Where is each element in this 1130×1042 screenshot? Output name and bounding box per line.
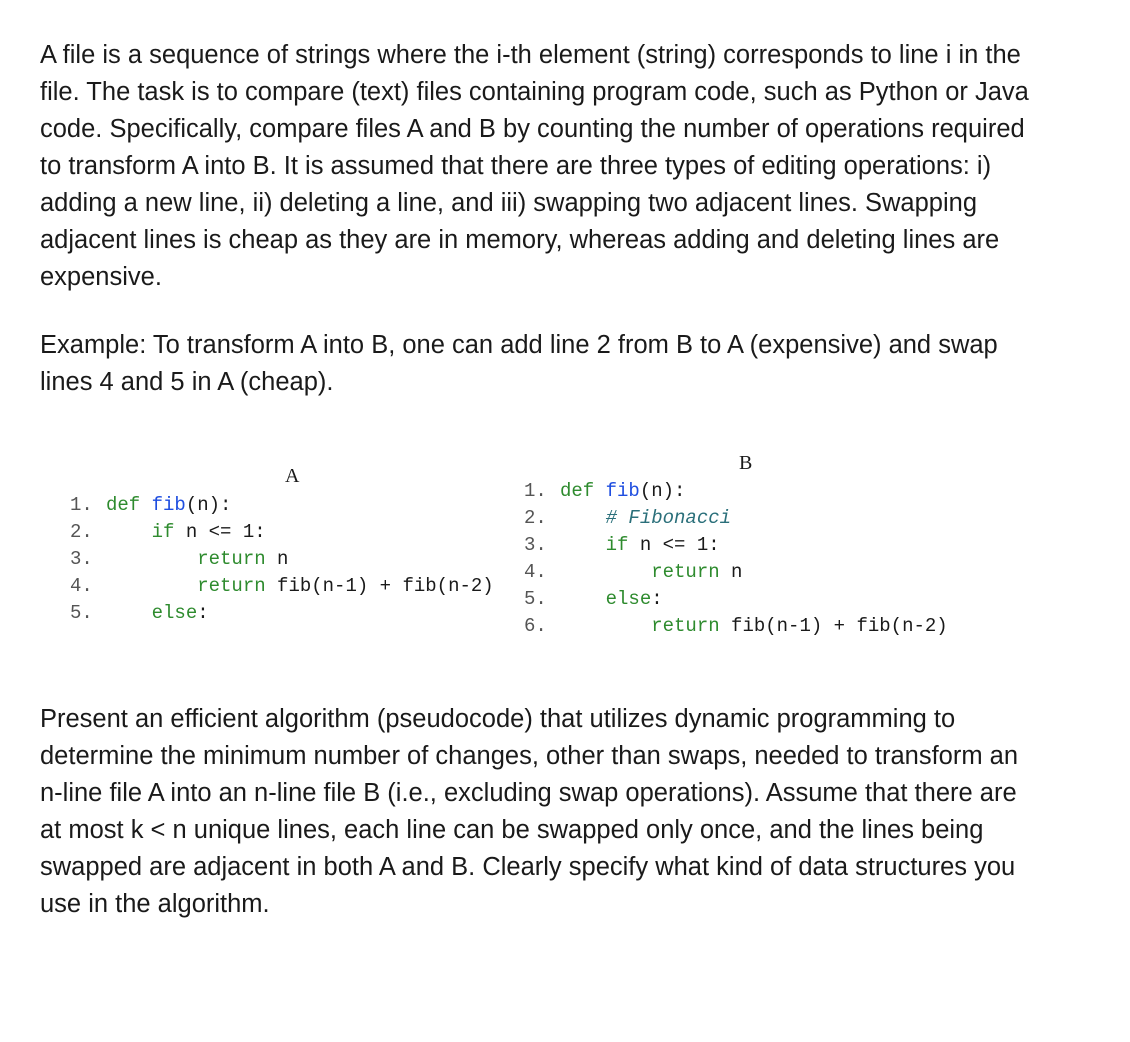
line-number: 2. [70,521,93,543]
file-a-code-block [70,492,494,627]
indent [106,602,152,624]
code-text: fib(n-1) + fib(n-2) [719,615,948,637]
keyword: else [151,602,198,624]
code-line [70,573,494,600]
code-line [70,546,494,573]
code-text: n <= 1: [628,534,720,556]
line-number: 4. [524,561,547,583]
indent [560,534,606,556]
code-text: fib(n-1) + fib(n-2) [265,575,494,597]
line-number: 1. [524,480,547,502]
code-text: (n): [185,494,232,516]
indent [106,575,197,597]
function-name: fib [140,494,186,516]
code-text: n <= 1: [174,521,266,543]
code-line [524,613,948,640]
keyword: return [197,575,266,597]
indent [106,521,152,543]
indent [560,561,651,583]
keyword: if [151,521,175,543]
code-text: n [265,548,289,570]
code-line [70,519,494,546]
line-number: 5. [70,602,93,624]
line-number: 2. [524,507,547,529]
line-number: 5. [524,588,547,610]
indent [560,588,606,610]
line-number: 3. [70,548,93,570]
code-line [524,559,948,586]
file-b-code-block [524,478,948,640]
code-line [70,492,494,519]
code-line [524,505,948,532]
keyword: else [605,588,652,610]
code-line [524,532,948,559]
task-paragraph: Present an efficient algorithm (pseudocode) that utilizes dynamic programming to determine the minimum number of changes, other than swaps, needed to transform an n-line file A into an n-line file B (i.e., excluding swap operations). Assume that there are at most k < n unique lines, each line can be swapped only once, and the lines being swapped are adjacent in both A and B. Clearly specify what kind of data structures you use in the algorithm. [40,705,1019,918]
line-number: 4. [70,575,93,597]
problem-description-paragraph: A file is a sequence of strings where the i-th element (string) corresponds to line i in the file. The task is to compare (text) files containing program code, such as Python or Java code. Specifically, compare files A and B by counting the number of operations required to transform A into B. It is assumed that there are three types of editing operations: i) adding a new line, ii) deleting a line, and iii) swapping two adjacent lines. Swapping adjacent lines is cheap as they are in memory, whereas adding and deleting lines are expensive. [40,41,1029,291]
file-b-title: B [739,452,753,474]
code-text: (n): [639,480,686,502]
keyword: if [605,534,629,556]
keyword: return [651,561,720,583]
code-text: : [651,588,663,610]
file-a-title: A [285,465,300,487]
code-line [524,586,948,613]
code-line [70,600,494,627]
code-comment: # Fibonacci [605,507,732,529]
code-line [524,478,948,505]
line-number: 3. [524,534,547,556]
indent [560,615,651,637]
code-text: : [197,602,209,624]
keyword: return [651,615,720,637]
indent [106,548,197,570]
keyword: def [106,494,141,516]
function-name: fib [594,480,640,502]
indent [560,507,606,529]
line-number: 1. [70,494,93,516]
code-text: n [719,561,743,583]
keyword: def [560,480,595,502]
keyword: return [197,548,266,570]
example-paragraph: Example: To transform A into B, one can add line 2 from B to A (expensive) and swap lines 4 and 5 in A (cheap). [40,331,998,396]
line-number: 6. [524,615,547,637]
